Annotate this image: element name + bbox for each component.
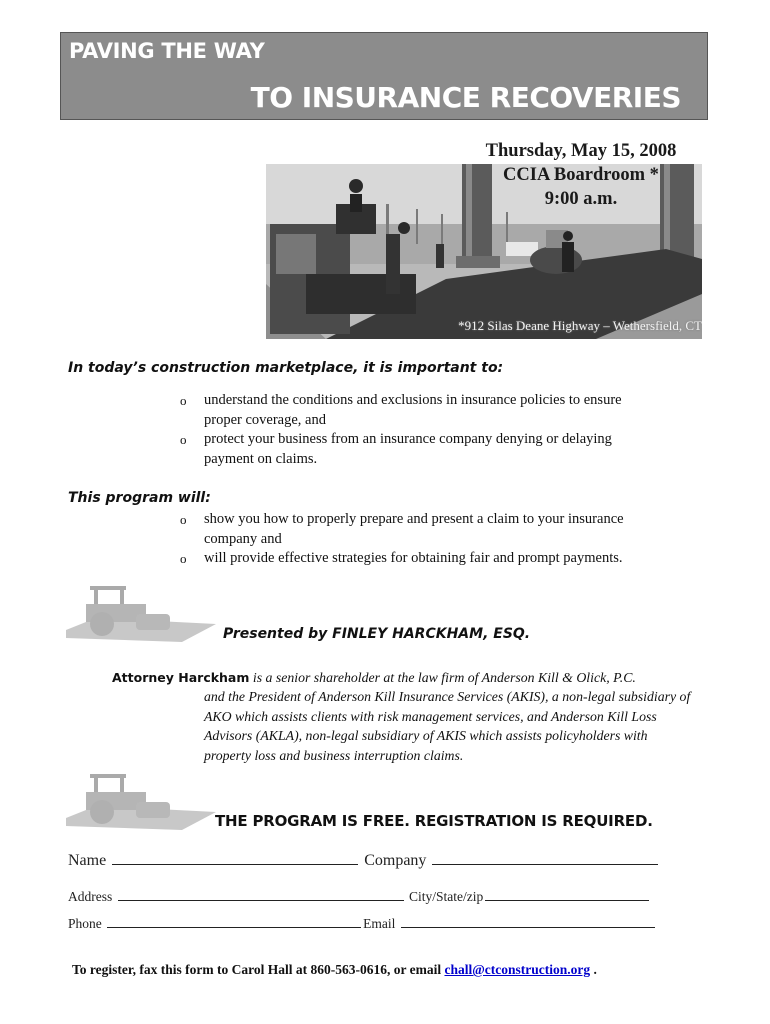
event-time: 9:00 a.m. [544,189,618,209]
free-program-notice: THE PROGRAM IS FREE. REGISTRATION IS REQUIRED. [215,812,653,830]
address-label: Address [68,889,113,904]
email-label: Email [363,916,396,931]
title-banner [60,32,708,120]
form-row-phone-email [68,916,657,932]
register-text: To register, fax this form to Carol Hall at 860-563-0616, or email [72,962,445,977]
email-field[interactable] [401,926,655,928]
bullet-marker: o [180,393,187,408]
name-field[interactable] [112,863,358,865]
event-date: Thursday, May 15, 2008 [485,141,677,161]
company-field[interactable] [432,863,658,865]
banner-line-1: PAVING THE WAY [69,39,265,63]
attorney-bio [112,668,692,765]
register-instructions [72,962,597,978]
section-heading-program: This program will: [68,490,211,506]
address-field[interactable] [118,899,404,901]
city-label: City/State/zip [409,889,484,904]
event-info [446,139,716,211]
list-item: o understand the conditions and exclusions in insurance policies to ensure proper coverage, and [180,392,622,428]
event-location: CCIA Boardroom * [503,165,659,185]
photo-caption: *912 Silas Deane Highway – Wethersfield, CT [458,318,702,333]
program-bullet-list [180,510,660,569]
register-end: . [590,962,597,977]
register-email-link[interactable]: chall@ctconstruction.org [444,962,591,977]
phone-field[interactable] [107,926,361,928]
bio-attorney-name: Attorney Harckham [112,670,250,685]
presenter-name: FINLEY HARCKHAM, ESQ. [332,626,531,642]
banner-line-2: TO INSURANCE RECOVERIES [250,81,681,114]
city-state-zip-field[interactable] [485,899,649,901]
bio-text-rest: and the President of Anderson Kill Insurance Services (AKIS), a non-legal subsidiary of AKO which assists clients with risk management services, and Anderson Kill Loss Advisors (AKLA), non-legal subsidiary of AKIS which assists policyholders with property loss and business interruption claims. [204,689,691,763]
bullet-marker: o [180,432,187,447]
presenter-prefix: Presented by [223,626,333,642]
phone-label: Phone [68,916,102,931]
list-item: o will provide effective strategies for obtaining fair and prompt payments. [180,549,660,569]
list-item: o show you how to properly prepare and present a claim to your insurance company and [180,511,624,547]
form-row-address-city [68,889,651,905]
form-row-name-company [68,852,660,870]
road-roller-icon [66,584,216,642]
company-label: Company [364,852,427,869]
marketplace-bullet-list [180,391,660,469]
road-roller-icon [66,772,216,830]
bullet-marker: o [180,551,187,566]
list-item: o protect your business from an insurance company denying or delaying payment on claims. [180,431,612,467]
presenter-line [223,626,530,642]
name-label: Name [68,852,107,869]
section-heading-marketplace: In today’s construction marketplace, it is important to: [68,360,504,376]
bullet-marker: o [180,512,187,527]
bio-text-first: is a senior shareholder at the law firm of Anderson Kill & Olick, P.C. [249,670,636,685]
